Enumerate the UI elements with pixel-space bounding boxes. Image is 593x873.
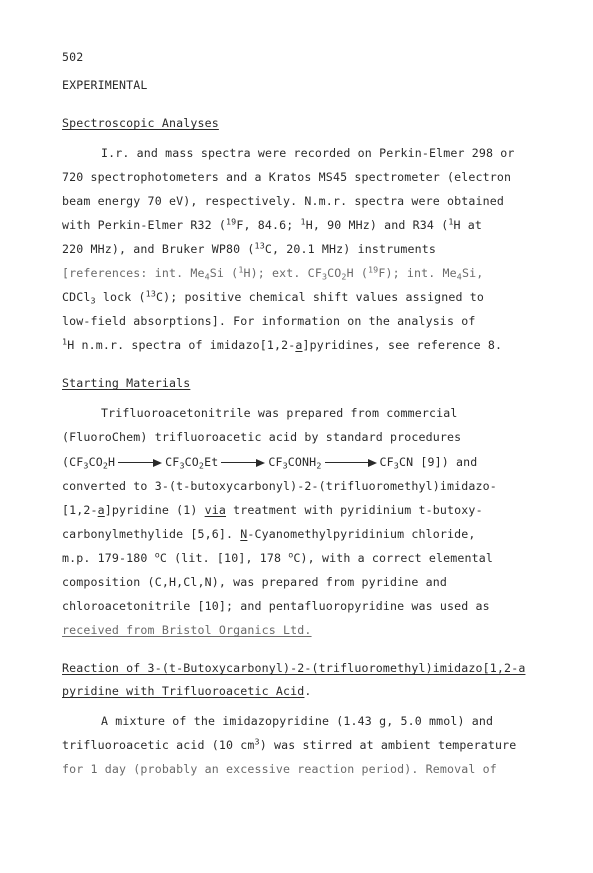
text-line: chloroacetonitrile [10]; and pentafluoropyridine was used as bbox=[62, 599, 490, 613]
text-line: A mixture of the imidazopyridine (1.43 g, 5.0 mmol) and bbox=[101, 714, 494, 728]
page-number: 502 bbox=[62, 50, 84, 64]
text-line: 720 spectrophotometers and a Kratos MS45 spectrometer (electron bbox=[62, 170, 512, 184]
text-line: beam energy 70 eV), respectively. N.m.r. spectra were obtained bbox=[62, 194, 505, 208]
right-arrow-icon bbox=[325, 459, 377, 467]
text-line: with Perkin-Elmer R32 ($^{19}$F, 84.6; $^1$H, 90 MHz) and R34 ($^1$H at bbox=[62, 216, 483, 232]
text-line: low-field absorptions]. For information on the analysis of bbox=[62, 314, 476, 328]
text-line: converted to 3-(t-butoxycarbonyl)-2-(trifluoromethyl)imidazo- bbox=[62, 479, 497, 493]
text-line: m.p. 179-180 $^o$C (lit. [10], 178 $^o$C), with a correct elemental bbox=[62, 549, 494, 565]
text-line: [1,2-a]pyridine (1) via treatment with pyridinium t-butoxy- bbox=[62, 503, 483, 517]
text-line: Reaction of 3-(t-Butoxycarbonyl)-2-(trifluoromethyl)imidazo[1,2-a bbox=[62, 661, 526, 675]
right-arrow-icon bbox=[221, 459, 265, 467]
text-line: $^1$H n.m.r. spectra of imidazo[1,2-a]pyridines, see reference 8. bbox=[62, 336, 503, 352]
text-line: 220 MHz), and Bruker WP80 ($^{13}$C, 20.1 MHz) instruments bbox=[62, 240, 436, 256]
text-line: trifluoroacetic acid (10 $cm^3$) was stirred at ambient temperature bbox=[62, 736, 517, 752]
text-line: received from Bristol Organics Ltd. bbox=[62, 623, 312, 637]
text-line: (FluoroChem) trifluoroacetic acid by standard procedures bbox=[62, 430, 462, 444]
reaction-scheme-line: ($CF_3CO_2H$ $CF_3CO_2Et$ $CF_3CONH_2$ $CF_3CN$ [9]) and bbox=[62, 455, 478, 471]
text-line: pyridine with Trifluoroacetic Acid. bbox=[62, 684, 312, 698]
text-line: Trifluoroacetonitrile was prepared from commercial bbox=[101, 406, 458, 420]
right-arrow-icon bbox=[118, 459, 162, 467]
spectroscopic-heading: Spectroscopic Analyses bbox=[62, 116, 219, 130]
text-line: CDCl$_3$ lock ($^{13}$C); positive chemical shift values assigned to bbox=[62, 288, 484, 306]
section-heading: EXPERIMENTAL bbox=[62, 78, 148, 92]
starting-materials-heading: Starting Materials bbox=[62, 376, 191, 390]
text-line: [references: int. $Me_4Si$ ($^1$H); ext. $CF_3CO_2H$ ($^{19}$F); int. $Me_4Si$, bbox=[62, 264, 484, 282]
text-line: for 1 day (probably an excessive reaction period). Removal of bbox=[62, 762, 497, 776]
text-line: I.r. and mass spectra were recorded on Perkin-Elmer 298 or bbox=[101, 146, 515, 160]
text-line: composition (C,H,Cl,N), was prepared from pyridine and bbox=[62, 575, 448, 589]
text-line: carbonylmethylide [5,6]. N-Cyanomethylpyridinium chloride, bbox=[62, 527, 476, 541]
